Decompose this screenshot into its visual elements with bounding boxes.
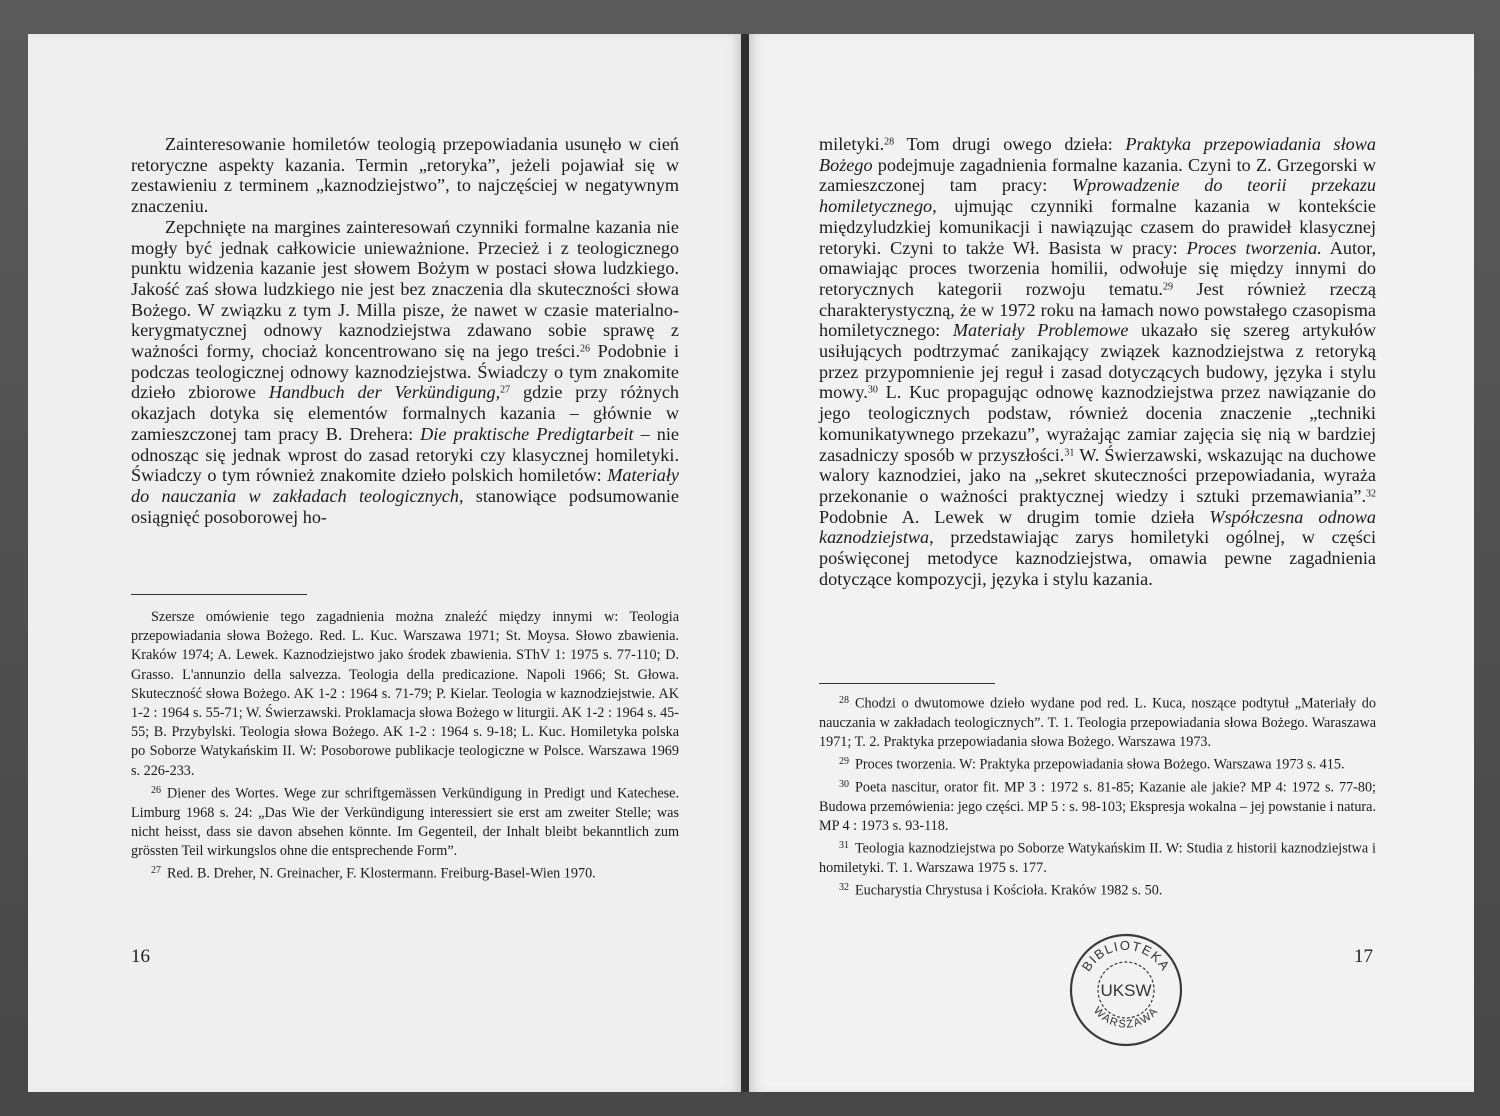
footnote-ref: 30 xyxy=(867,384,878,396)
paragraph-text: stanowiące podsumowanie osiągnięć posoborowej ho- xyxy=(131,485,679,527)
footnote-separator xyxy=(131,594,307,595)
paragraph-text: Jest również rzeczą charakterystyczną, że w 1972 roku na łamach nowo powstałego czasopisma homiletycznego: xyxy=(819,278,1376,341)
footnote-text: Red. B. Dreher, N. Greinacher, F. Klostermann. Freiburg-Basel-Wien 1970. xyxy=(167,865,596,882)
paragraph-text: W. Świerzawski, wskazując na duchowe walory kaznodziei, jako na „sekret skuteczności przepowiadania, wyraża przekonanie o ważności praktycznej wiedzy i sztuki przemawiania”. xyxy=(819,444,1376,506)
paragraph-text: ukazało się szereg artykułów usiłujących podtrzymać zanikający związek kaznodziejstwa z retoryką przez przypomnienie jej reguł i zasad dotyczących budowy, języka i stylu mowy. xyxy=(819,320,1376,403)
page-number: 17 xyxy=(1354,946,1373,967)
footnote xyxy=(819,878,1376,901)
footnote-number: 26 xyxy=(151,784,161,796)
stamp-center-text: UKSW xyxy=(1100,981,1152,1000)
footnote-number: 27 xyxy=(151,865,161,877)
paragraph-text: Zepchnięte na margines zainteresowań czynniki formalne kazania nie mogły być jednak całkowicie unieważnione. Przecież i z teologicznego punktu widzenia kazanie jest słowem Bożym w postaci słowa ludzkiego. Jakość zaś słowa ludzkiego nie jest bez znaczenia dla skuteczności słowa Bożego. W związku z tym J. Milla pisze, że nawet w czasie materialno-kerygmatycznej odnowy kaznodziejstwa zdawano sobie sprawę z ważności formy, chociaż koncentrowano się na jego treści. xyxy=(131,216,679,362)
italic-title: Materiały do nauczania w zakładach teologicznych, xyxy=(131,465,679,506)
paragraph-text: L. Kuc propagując odnowę kaznodziejstwa przez nawiązanie do jego teologicznych podstaw, również docenia znaczenie „techniki komunikatywnego przekazu”, wyrażając zamiar zajęcia się nią w bardziej zasadniczy sposób w przyszłości. xyxy=(819,382,1376,465)
italic-title: Materiały Problemowe xyxy=(952,320,1129,341)
footnote-ref: 27 xyxy=(500,384,511,396)
footnote-number: 29 xyxy=(839,756,849,768)
stamp-bottom-path: WARSZAWA xyxy=(1090,1004,1161,1031)
italic-title: Wprowadzenie do teorii przekazu homiletycznego, xyxy=(819,175,1376,217)
paragraph-text: Tom drugi owego dzieła: xyxy=(894,134,1126,154)
footnote xyxy=(819,836,1376,878)
footnote-text: Szersze omówienie tego zagadnienia można znaleźć między innymi w: Teologia przepowiadania słowa Bożego. Red. L. Kuc. Warszawa 1971; St. Moysa. Słowo zbawienia. Kraków 1974; A. Lewek. Kaznodziejstwo jako środek zbawienia. SThV 1: 1975 s. 77-110; D. Grasso. L'annunzio della salvezza. Teologia della predicazione. Napoli 1966; St. Głowa. Skuteczność słowa Bożego. AK 1-2 : 1964 s. 71-79; P. Kielar. Teologia w kaznodziejstwie. AK 1-2 : 1964 s. 55-71; W. Świerzawski. Proklamacja słowa Bożego w liturgii. AK 1-2 : 1964 s. 45-55; B. Przybylski. Teologia słowa Bożego. AK 1-2 : 1964 s. 9-18; L. Kuc. Homiletyka polska po Soborze Watykańskim II. W: Posoborowe publikacje teologiczne w Polsce. Warszawa 1969 s. 226-233. xyxy=(131,609,679,779)
paragraph-text: miletyki. xyxy=(819,134,885,154)
italic-title: Współczesna odnowa kaznodziejstwa, xyxy=(819,506,1376,548)
footnote-text: Teologia kaznodziejstwa po Soborze Watykańskim II. W: Studia z historii kaznodziejstwa i homiletyki. T. 1. Warszawa 1975 s. 177. xyxy=(819,840,1376,876)
italic-title: Praktyka przepowiadania słowa Bożego xyxy=(819,134,1376,175)
italic-title: Die praktische Predigtarbeit xyxy=(420,423,634,444)
footnote-number: 30 xyxy=(839,778,849,790)
footnote xyxy=(131,781,679,861)
stamp-top-text xyxy=(1079,938,1173,974)
footnote-number: 32 xyxy=(839,881,849,893)
footnote-ref: 31 xyxy=(1064,447,1075,459)
book-gutter xyxy=(741,34,749,1092)
footnote-text: Chodzi o dwutomowe dzieło wydane pod red. L. Kuca, noszące podtytuł „Materiały do nauczania w zakładach teologicznych”. T. 1. Teologia przepowiadania słowa Bożego. Waraszawa 1971; T. 2. Praktyka przepowiadania słowa Bożego. Warszawa 1973. xyxy=(819,695,1376,750)
footnote-text: Eucharystia Chrystusa i Kościoła. Kraków 1982 s. 50. xyxy=(855,882,1163,899)
paragraph-text: przedstawiając zarys homiletyki ogólnej, w części poświęconej metodyce kaznodziejstwa, omawia pewne zagadnienia dotyczące kompozycji, języka i stylu kazania. xyxy=(819,527,1376,589)
right-footnotes xyxy=(819,691,1376,901)
footnote-ref: 32 xyxy=(1366,488,1376,500)
footnote xyxy=(819,691,1376,752)
paragraph xyxy=(131,217,679,528)
paragraph-text: ujmując czynniki formalne kazania w kontekście międzyludzkiej komunikacji i nawiązując czasem do prawideł klasycznej retoryki. Czyni to także Wł. Basista w pracy: xyxy=(819,196,1376,258)
footnote-ref: 26 xyxy=(580,343,591,355)
footnote-separator xyxy=(819,683,995,684)
library-stamp xyxy=(1066,930,1186,1050)
paragraph-text: podejmuje zagadnienia formalne kazania. Czyni to Z. Grzegorski w zamieszczonej tam pracy: xyxy=(819,154,1376,196)
left-footnotes xyxy=(131,608,679,884)
right-page-body xyxy=(819,134,1376,589)
stamp-bottom-text xyxy=(1091,1005,1161,1031)
paragraph xyxy=(819,134,1376,589)
italic-title: Proces tworzenia. xyxy=(1186,237,1322,258)
left-page-body xyxy=(131,134,679,527)
footnote-ref: 28 xyxy=(884,136,895,148)
footnote-text: Diener des Wortes. Wege zur schriftgemässen Verkündigung in Predigt und Katechese. Limburg 1968 s. 24: „Das Wie der Verkündigung interessiert sie erst am zweiter Stelle; was nicht heisst, dass sie davon absehen könnte. Im Gegenteil, der Inhalt bleibt bekanntlich zum grössten Teil wirkungslos ohne die entsprechende Form”. xyxy=(131,785,679,859)
footnote xyxy=(819,752,1376,775)
stamp-top-path: BIBLIOTEKA xyxy=(1078,937,1174,974)
paragraph-text: gdzie przy różnych okazjach dotyka się elementów formalnych kazania – głównie w zamieszczonej tam pracy B. Drehera: xyxy=(131,382,679,444)
footnote xyxy=(131,608,679,781)
footnote xyxy=(131,861,679,884)
footnote-text: Poeta nascitur, orator fit. MP 3 : 1972 s. 81-85; Kazanie ale jakie? MP 4: 1972 s. 77-80; Budowa przemówienia: jego części. MP 5 : s. 98-103; Ekspresja wokalna – jej powstanie i natura. MP 4 : 1973 s. 93-118. xyxy=(819,779,1376,834)
page-number: 16 xyxy=(131,946,150,967)
paragraph-text: Podobnie i podczas teologicznej odnowy kaznodziejstwa. Świadczy o tym znakomite dzieło zbiorowe xyxy=(131,341,679,403)
footnote xyxy=(819,775,1376,836)
paragraph: Zainteresowanie homiletów teologią przepowiadania usunęło w cień retoryczne aspekty kazania. Termin „retoryka”, jeżeli pojawiał się w zestawieniu z terminem „kaznodziejstwo”, to najczęściej w negatywnym znaczeniu. xyxy=(131,134,679,217)
footnote-text: Proces tworzenia. W: Praktyka przepowiadania słowa Bożego. Warszawa 1973 s. 415. xyxy=(855,756,1345,773)
footnote-number: 31 xyxy=(839,839,849,851)
footnote-ref: 29 xyxy=(1162,281,1173,293)
paragraph-text: – nie odnosząc się jednak wprost do zasad retoryki czy klasycznej homiletyki. Świadczy o tym również znakomite dzieło polskich homiletów: xyxy=(131,423,679,486)
footnote-number: 28 xyxy=(839,695,849,706)
paragraph-text: Autor, omawiając proces tworzenia homilii, odwołuje się między innymi do retorycznych kategorii rozwoju tematu. xyxy=(819,237,1376,299)
italic-title: Handbuch der Verkündigung, xyxy=(268,382,501,403)
paragraph-text: Podobnie A. Lewek w drugim tomie dzieła xyxy=(819,506,1210,527)
